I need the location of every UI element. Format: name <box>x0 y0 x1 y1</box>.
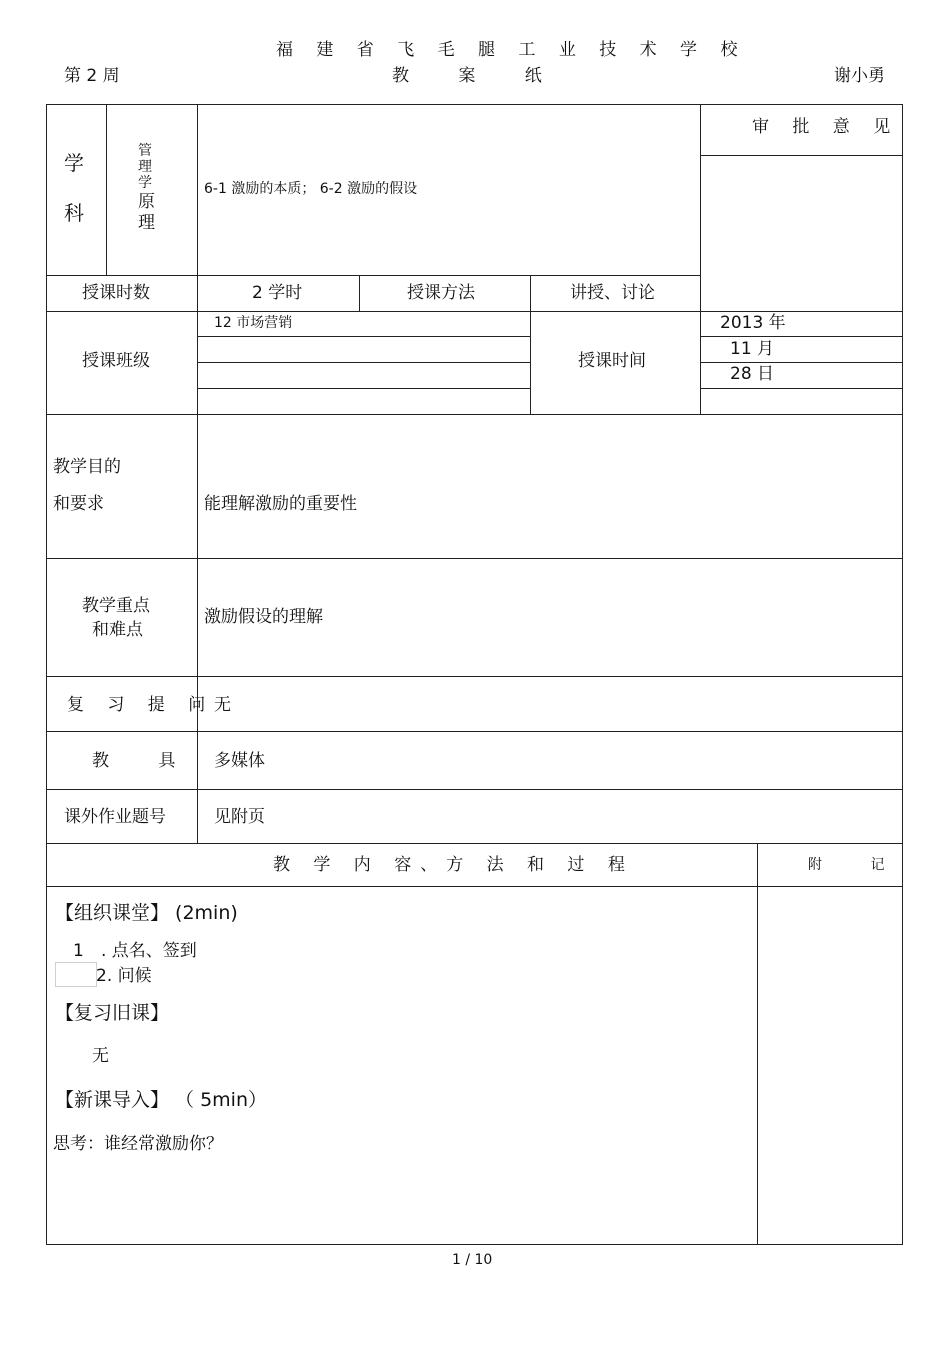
intro-body: 思考：谁经常激励你？ <box>53 1134 223 1154</box>
class-label: 授课班级 <box>82 351 150 371</box>
method-label: 授课方法 <box>407 283 475 303</box>
hours-value: 2 学时 <box>252 283 303 303</box>
section-title-review: 【复习旧课】 <box>55 1002 170 1024</box>
hours-label: 授课时数 <box>82 283 150 303</box>
subject-name-char: 管 <box>138 143 152 159</box>
teacher-name: 谢小勇 <box>834 66 885 86</box>
homework-label: 课外作业题号 <box>64 807 166 827</box>
document-title: 教 案 纸 <box>392 66 564 86</box>
keypoints-value: 激励假设的理解 <box>204 607 323 627</box>
empty-box <box>55 962 97 987</box>
subject-name-char: 理 <box>138 159 152 175</box>
objective-value: 能理解激励的重要性 <box>204 494 357 514</box>
review-body: 无 <box>92 1046 109 1066</box>
subject-name-char: 学 <box>138 175 152 191</box>
method-value: 讲授、讨论 <box>570 283 655 303</box>
subject-label-1: 学 <box>64 151 84 175</box>
subject-name-char: 原 <box>138 192 155 212</box>
list-item-number: 1 <box>73 941 84 961</box>
time-label: 授课时间 <box>578 351 646 371</box>
time-year: 2013 年 <box>720 313 786 333</box>
week-label: 第 2 周 <box>64 66 120 86</box>
class-row: 12 市场营销 <box>214 315 293 331</box>
lesson-topic: 6-1 激励的本质； 6-2 激励的假设 <box>204 181 418 197</box>
teaching-tools-value: 多媒体 <box>214 751 265 771</box>
teaching-tools-label: 教 具 <box>92 751 198 771</box>
objective-label-1: 教学目的 <box>53 457 121 477</box>
notes-header: 附 记 <box>808 857 907 873</box>
approval-label: 审 批 意 见 <box>752 117 900 137</box>
section-title-intro: 【新课导入】 （ 5min） <box>55 1089 267 1111</box>
content-header: 教 学 内 容、方 法 和 过 程 <box>273 855 634 875</box>
keypoints-label-2: 和难点 <box>92 620 143 640</box>
review-question-label: 复 习 提 问 <box>67 695 215 715</box>
list-item: . 点名、签到 <box>101 941 197 961</box>
time-day: 28 日 <box>730 364 775 384</box>
time-month: 11 月 <box>730 339 775 359</box>
school-name: 福 建 省 飞 毛 腿 工 业 技 术 学 校 <box>276 40 747 60</box>
homework-value: 见附页 <box>214 807 265 827</box>
review-question-value: 无 <box>214 695 231 715</box>
objective-label-2: 和要求 <box>53 494 104 514</box>
subject-label-2: 科 <box>64 201 84 225</box>
subject-name-char: 理 <box>138 213 155 233</box>
list-item: 2. 问候 <box>96 966 152 986</box>
section-title-organize: 【组织课堂】 (2min) <box>55 902 238 924</box>
keypoints-label-1: 教学重点 <box>82 596 150 616</box>
page-number: 1 / 10 <box>452 1252 493 1268</box>
